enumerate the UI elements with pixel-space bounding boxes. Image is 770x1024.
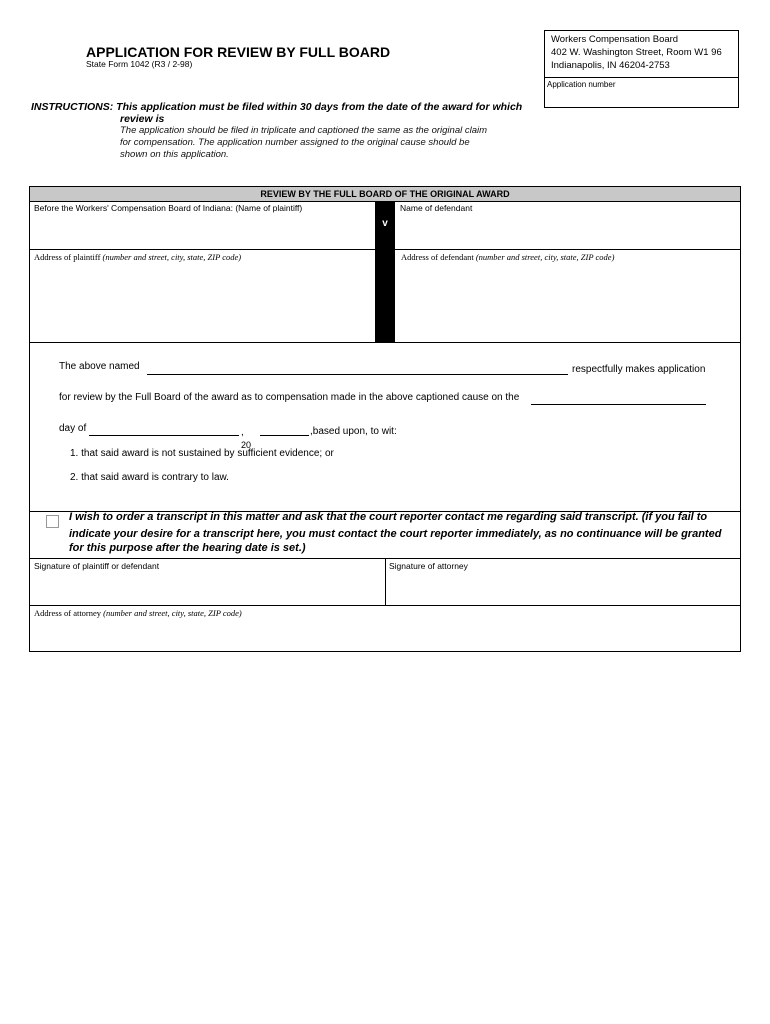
agency-name: Workers Compensation Board <box>551 34 679 45</box>
instructions-body-line: for compensation. The application number assigned to the original cause should be <box>120 137 470 148</box>
applicant-name-field[interactable] <box>147 374 568 375</box>
defendant-name-field[interactable] <box>397 215 739 248</box>
transcript-checkbox[interactable] <box>46 515 59 528</box>
agency-city: Indianapolis, IN 46204-2753 <box>551 60 670 71</box>
date-comma: , <box>241 427 244 438</box>
party-signature-label: Signature of plaintiff or defendant <box>34 561 160 571</box>
day-of-text: day of <box>59 423 87 434</box>
instructions-lead: INSTRUCTIONS: This application must be filed within 30 days from the date of the award for which <box>31 101 523 113</box>
reason-item: 2. that said award is contrary to law. <box>70 472 229 483</box>
plaintiff-address-label <box>34 252 241 262</box>
plaintiff-name-label: Before the Workers' Compensation Board of Indiana: (Name of plaintiff) <box>34 203 303 213</box>
for-review-text: for review by the Full Board of the award as to compensation made in the above captioned cause on the <box>59 392 520 403</box>
attorney-address-field[interactable] <box>31 620 739 650</box>
party-signature-field[interactable] <box>31 573 383 604</box>
attorney-signature-label: Signature of attorney <box>389 561 468 571</box>
plaintiff-address-field[interactable] <box>31 264 374 340</box>
plaintiff-address-hint: (number and street, city, state, ZIP code) <box>102 252 242 262</box>
defendant-name-label: Name of defendant <box>400 203 473 213</box>
attorney-signature-field[interactable] <box>387 573 739 604</box>
transcript-request-line: I wish to order a transcript in this matter and ask that the court reporter contact me regarding said transcript. (if you fail to <box>69 511 708 523</box>
section-header: REVIEW BY THE FULL BOARD OF THE ORIGINAL AWARD <box>30 187 740 202</box>
instructions-body-line: shown on this application. <box>120 149 229 160</box>
respectfully-text: respectfully makes application <box>572 364 706 375</box>
row-divider <box>395 249 740 250</box>
signature-divider <box>385 559 386 605</box>
plaintiff-name-field[interactable] <box>31 215 374 248</box>
plaintiff-address-label-text: Address of plaintiff <box>34 252 101 262</box>
based-upon-text: ,based upon, to wit: <box>310 426 397 437</box>
attorney-address-hint: (number and street, city, state, ZIP code) <box>103 608 242 618</box>
above-named-text: The above named <box>59 361 140 372</box>
award-year-field[interactable] <box>260 435 309 436</box>
row-divider <box>30 342 740 343</box>
year-prefix: 20 <box>241 440 252 450</box>
attorney-address-label <box>34 608 242 618</box>
defendant-address-hint: (number and street, city, state, ZIP code) <box>475 252 615 262</box>
transcript-request-line: indicate your desire for a transcript here, you must contact the court reporter immediately, as no continuance will be granted <box>69 528 722 540</box>
defendant-address-label <box>401 252 614 262</box>
form-number: State Form 1042 (R3 / 2-98) <box>86 59 193 69</box>
reason-item: 1. that said award is not sustained by sufficient evidence; or <box>70 448 334 459</box>
instructions-lead-continued: review is <box>120 113 165 125</box>
application-number-field[interactable] <box>560 91 736 105</box>
instructions-body-line: The application should be filed in triplicate and captioned the same as the original claim <box>120 125 488 136</box>
defendant-address-field[interactable] <box>397 264 739 340</box>
transcript-request-line: for this purpose after the hearing date is set.) <box>69 542 306 554</box>
agency-street: 402 W. Washington Street, Room W1 96 <box>551 47 722 58</box>
attorney-address-label-text: Address of attorney <box>34 608 102 618</box>
award-month-field[interactable] <box>89 435 239 436</box>
agency-divider <box>545 77 738 78</box>
row-divider <box>30 605 740 606</box>
defendant-address-label-text: Address of defendant <box>401 252 474 262</box>
award-day-field[interactable] <box>531 404 706 405</box>
versus-mark: v <box>382 218 388 229</box>
application-number-label: Application number <box>547 80 616 89</box>
form-title: APPLICATION FOR REVIEW BY FULL BOARD <box>86 44 391 60</box>
row-divider <box>30 249 375 250</box>
